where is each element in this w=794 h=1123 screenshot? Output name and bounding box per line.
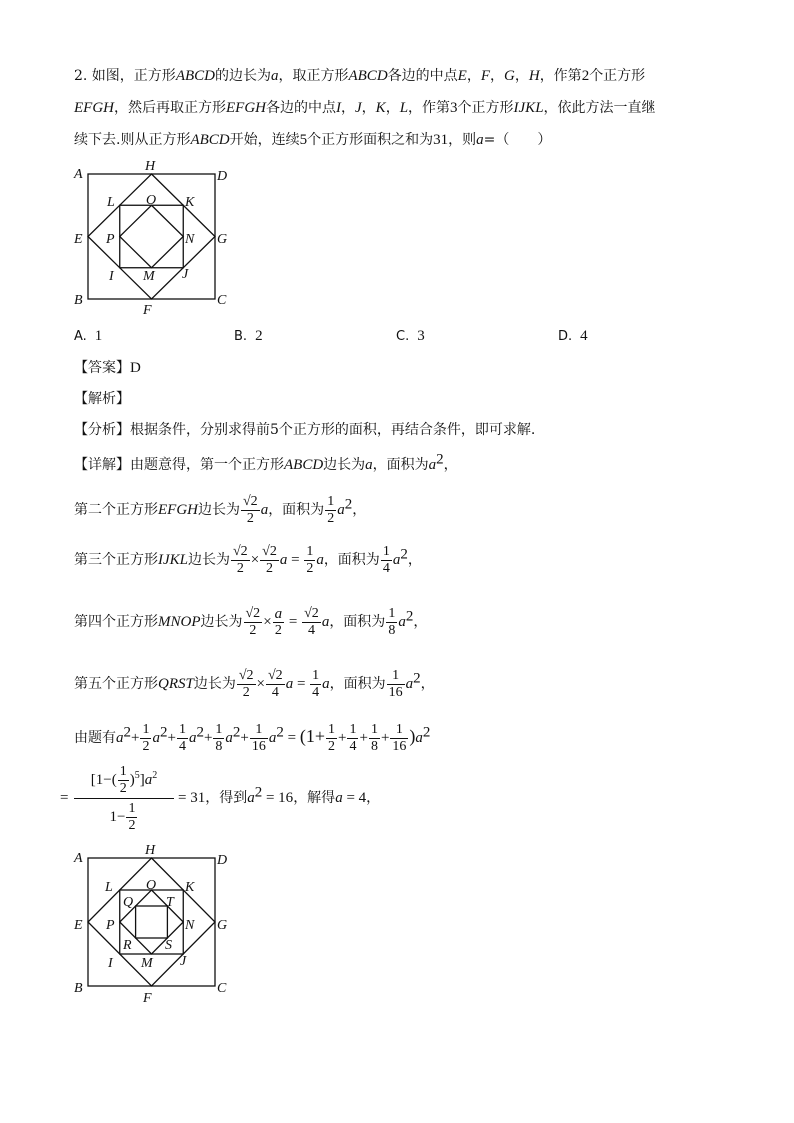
label-H: H [145,159,156,174]
detail-line-2: 第二个正方形EFGH边长为 $\frac{√2}{2}$ a，面积为 $\frac{1}{2}$ $a^2$， [74,493,367,526]
option-b[interactable]: B. 2 [234,328,263,344]
label-N: N [185,918,195,933]
label-A: A [74,167,83,182]
detail-line-7: = 31，得到$a^2 = 16$，解得a = 4， [178,784,381,806]
label-R: R [123,938,132,953]
square-ijkl [120,205,184,268]
label-M: M [143,269,155,284]
option-c[interactable]: C. 3 [396,328,425,344]
label-G: G [217,918,228,933]
label-C: C [217,981,227,996]
label-K: K [185,880,195,895]
label-K: K [185,195,195,210]
detail-line-7-eq: = [60,790,69,806]
label-J: J [180,954,187,969]
figure-1-nested-squares [70,158,240,318]
answer-line: 【答案】D [74,360,141,376]
question-line-2: EFGH，然后再取正方形EFGH各边的中点I，J，K，L，作第3个正方形IJKL，依此方法一直继 [74,100,656,116]
label-B: B [74,981,83,996]
label-C: C [217,293,227,308]
label-P: P [106,232,115,247]
detail-line-5: 第五个正方形QRST边长为 $\frac{√2}{2}$ × $\frac{√2}{4}$ a = $\frac{1}{4}$ a，面积为 $\frac{1}{16}$ $a^2$， [74,667,435,700]
question-line-1: 2. 如图，正方形ABCD的边长为a，取正方形ABCD各边的中点E，F，G，H，作第2个正方形 [74,68,646,84]
fenxi-line: 【分析】根据条件，分别求得前5个正方形的面积，再结合条件，即可求解. [74,422,536,438]
label-D: D [217,169,228,184]
label-L: L [105,880,113,895]
square-mnop [120,205,184,268]
question-line-3: 续下去.则从正方形ABCD开始，连续5个正方形面积之和为31，则a=（ ） [74,132,552,148]
detail-line-1: 【详解】由题意得，第一个正方形ABCD边长为a，面积为$a^2$， [74,451,458,473]
option-a[interactable]: A. 1 [74,328,103,344]
label-L: L [107,195,115,210]
label-Q: Q [123,895,134,910]
label-A: A [74,851,83,866]
label-I: I [108,956,113,971]
label-O: O [146,878,157,893]
label-S: S [165,938,172,953]
detail-line-4: 第四个正方形MNOP边长为 $\frac{√2}{2}$ × $\frac{a}{2}$ = $\frac{√2}{4}$ a，面积为 $\frac{1}{8}$ $a^2$， [74,605,428,638]
label-H: H [145,843,156,858]
label-E: E [74,232,83,247]
big-fraction-numerator: [1−( $\frac{1}{2}$ )$^5]a^2$ [74,762,174,799]
label-M: M [141,956,153,971]
label-F: F [143,303,152,318]
label-P: P [106,918,115,933]
label-O: O [146,193,157,208]
label-T: T [166,895,174,910]
detail-line-3: 第三个正方形IJKL边长为 $\frac{√2}{2}$ × $\frac{√2}{2}$ a = $\frac{1}{2}$ a，面积为 $\frac{1}{4}$ $a^2$， [74,543,422,576]
option-d[interactable]: D. 4 [558,328,588,344]
label-B: B [74,293,83,308]
label-G: G [217,232,228,247]
big-fraction [74,762,174,835]
label-F: F [143,991,152,1006]
label-I: I [109,269,114,284]
label-N: N [185,232,195,247]
square-qrst [136,906,168,938]
label-D: D [217,853,228,868]
analysis-tag: 【解析】 [74,391,130,407]
label-J: J [182,267,189,282]
figure-2-nested-squares [70,842,240,1006]
detail-line-6: 由题有$a^2+$ $\frac{1}{2}$ $a^2+$ $\frac{1}{4}$ $a^2+$ $\frac{1}{8}$ $a^2+$ $\frac{1}{16}$ $a^2 = (1+$ $\frac{1}{2}$ + $\frac{1}{4}$ + $\frac{1}{8}$ + $\frac{1}{16}$ )$a^2$ [74,721,431,754]
label-E: E [74,918,83,933]
big-fraction-denominator: 1− $\frac{1}{2}$ [109,801,136,834]
